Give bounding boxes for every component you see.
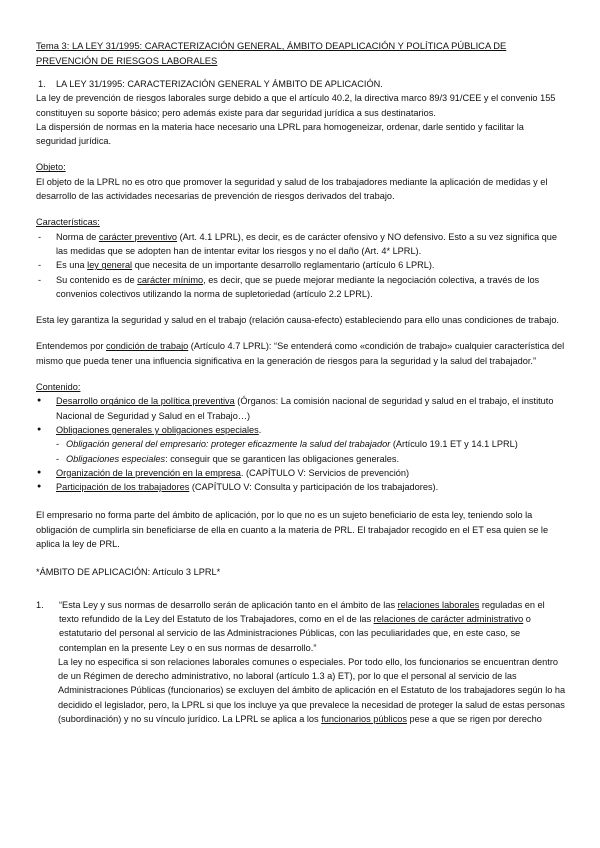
ambito-heading: *ÁMBITO DE APLICACIÓN: Artículo 3 LPRL* (36, 567, 221, 578)
list-item-keyword: carácter preventivo (98, 231, 178, 242)
list-item-keyword: carácter mínimo (137, 274, 204, 285)
list-item: - Su contenido es de carácter mínimo, es decir, que se puede mejorar mediante la negociación colectiva, a través de los convenios colectivos utilizando la norma de supletoriedad (artículo 2.2 LPRL). (36, 273, 566, 302)
list-item: ● Organización de la prevención en la empresa. (CAPÍTULO V: Servicios de prevención) (36, 466, 566, 480)
section-heading-text: LA LEY 31/1995: CARACTERIZACIÓN GENERAL Y ÁMBITO DE APLICACIÓN. (56, 79, 383, 89)
item-number: 1. (36, 599, 44, 610)
list-item: - Es una ley general que necesita de un importante desarrollo reglamentario (artículo 6 LPRL). (36, 258, 566, 272)
objeto-label-text: Objeto: (36, 162, 66, 173)
caracteristicas-label-text: Características: (36, 217, 100, 228)
list-item: ● Obligaciones generales y obligaciones especiales. - Obligación general del empresario: proteger eficazmente la salud del trabajador (Artículo 19.1 ET y 14.1 LPRL) - Obligaciones especiales: conseguir que se garanticen las obligaciones generales. (36, 423, 566, 466)
title-text: Tema 3: LA LEY 31/1995: CARACTERIZACIÓN GENERAL, ÁMBITO DEAPLICACIÓN Y POLÍTICA PÚBLICA DE PREVENCIÓN DE RIESGOS LABORALES (36, 40, 507, 66)
list-item: ● Desarrollo orgánico de la política preventiva (Órganos: La comisión nacional de seguridad y salud en el trabajo, el instituto Nacional de Seguridad y Salud en el Trabajo…) (36, 394, 566, 423)
contenido-label (36, 380, 566, 394)
list-item: ● Participación de los trabajadores (CAPÍTULO V: Consulta y participación de los trabajadores). (36, 480, 566, 494)
list-item: - Norma de carácter preventivo (Art. 4.1 LPRL), es decir, es de carácter ofensivo y NO defensivo. Esto a su vez significa que las medidas que se adopten han de intentar evitar los riesgos y no el daño (Art. 4* LPRL). (36, 230, 566, 259)
ambito-body: La ley no especifica si son relaciones laborales comunes o especiales. Por todo ello, los funcionarios se encuentran dentro de un Régimen de derecho administrativo, no laboral (artículo 1.3 a) ET), por lo que el personal al servicio de las Administraciones Públicas (funcionarios) se excluyen del ámbito de aplicación en el Estatuto de los trabajadores según lo ha decidido el legislador, pero, la LPRL si que los incluye ya que prevalece la necesidad de proteger la salud de estas personas (subordinación) y no su vínculo jurídico. La LPRL se aplica a los funcionarios públicos pese a que se rigen por derecho (58, 656, 566, 724)
intro-paragraph-2: La dispersión de normas en la materia hace necesario una LPRL para homogeneizar, ordenar, darle sentido y facilitar la seguridad jurídica. (36, 121, 524, 147)
ambito-numbered-item (36, 598, 566, 727)
sub-list-item: - Obligaciones especiales: conseguir que se garanticen las obligaciones generales. (36, 452, 566, 466)
ambito-quote: “Esta Ley y sus normas de desarrollo serán de aplicación tanto en el ámbito de las relaciones laborales reguladas en el texto refundido de la Ley del Estatuto de los Trabajadores, como en el de las relaciones de carácter administrativo o estatutario del personal al servicio de las Administraciones Públicas, con las peculiaridades que, en este caso, se contemplan en la presente Ley o en sus normas de desarrollo.” (59, 599, 545, 653)
objeto-label (36, 160, 566, 174)
sub-list (36, 437, 566, 466)
empresario-paragraph: El empresario no forma parte del ámbito de aplicación, por lo que no es un sujeto beneficiario de esta ley, teniendo solo la obligación de cumplirla sin beneficiarse de ella en cuanto a la materia de PRL. El trabajador recogido en el ET esa quien se le aplica la ley de PRL. (36, 510, 549, 550)
intro-paragraph: La ley de prevención de riesgos laborales surge debido a que el artículo 40.2, la directiva marco 89/3 91/CEE y el convenio 155 constituyen su soporte básico; pero además existe para dar seguridad jurídica a sus destinatarios. (36, 93, 556, 118)
condicion-keyword: condición de trabajo (105, 341, 189, 352)
objeto-text: El objeto de la LPRL no es otro que promover la seguridad y salud de los trabajadores mediante la aplicación de medidas y el desarrollo de las actividades necesarias de prevención de riesgos derivados del trabajo. (36, 176, 548, 202)
list-item-keyword: ley general (87, 260, 133, 271)
document-title (36, 38, 566, 68)
section-number: 1. (38, 79, 46, 89)
caracteristicas-list (36, 230, 566, 301)
contenido-list (36, 394, 566, 494)
contenido-label-text: Contenido: (36, 382, 81, 393)
garantia-paragraph: Esta ley garantiza la seguridad y salud en el trabajo (relación causa-efecto) estableciendo para ello unas condiciones de trabajo. (36, 315, 559, 326)
sub-list-item: - Obligación general del empresario: proteger eficazmente la salud del trabajador (Artículo 19.1 ET y 14.1 LPRL) (36, 437, 566, 451)
condicion-paragraph: Entendemos por condición de trabajo (Artículo 4.7 LPRL): “Se entenderá como «condición de trabajo» cualquier característica del mismo que pueda tener una influencia significativa en la generación de riesgos para la seguridad y la salud del trabajador.” (36, 341, 565, 366)
caracteristicas-label (36, 215, 566, 229)
section-heading (36, 77, 566, 91)
